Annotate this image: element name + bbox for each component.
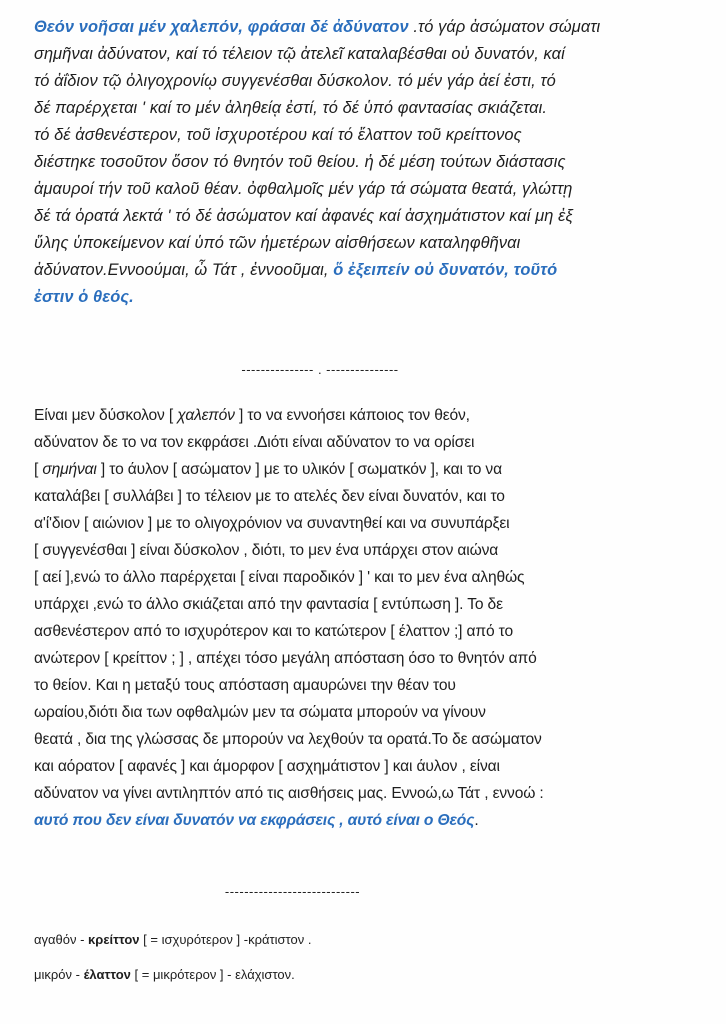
text-line (34, 176, 694, 203)
text-line (34, 483, 694, 510)
positive-degree: αγαθόν - (34, 932, 89, 947)
text-line (34, 230, 694, 257)
line-text: . (474, 812, 479, 829)
text-line (34, 14, 694, 41)
comparative-row (34, 965, 311, 985)
text-line (34, 645, 694, 672)
text-line (34, 95, 694, 122)
text-line (34, 564, 694, 591)
text-line (34, 456, 694, 483)
line-text: καταλάβει [ συλλάβει ] το τέλειον με το ατελές δεν είναι δυνατόν, και το (34, 488, 505, 505)
line-text: και αόρατον [ αφανές ] και άμορφον [ ασχημάτιστον ] και άυλον , είναι (34, 758, 500, 775)
text-line (34, 429, 694, 456)
line-text: τό ἀΐδιον τῷ ὀλιγοχρονίῳ συγγενέσθαι δύσκολον. τό μέν γάρ ἀεί ἐστι, τό (34, 72, 556, 90)
line-text: ἀμαυροί τήν τοῦ καλοῦ θέαν. ὀφθαλμοῖς μέν γάρ τά σώματα θεατά, γλώττῃ (34, 180, 573, 198)
emphasized-quote: Θεόν νοῆσαι μέν χαλεπόν, φράσαι δέ ἀδύνατον (34, 18, 409, 36)
highlighted-text: ] το να εννοήσει κάποιος τον θεόν, (234, 407, 470, 424)
line-text: δέ τά ὁρατά λεκτά ' τό δέ ἀσώματον καί ἀφανές καί ἀσχημάτιστον καί μη ἐξ (34, 207, 573, 225)
line-text: υπάρχει ,ενώ το άλλο σκιάζεται από την φαντασία [ εντύπωση ]. Το δε (34, 596, 503, 613)
text-line (34, 699, 694, 726)
highlighted-text: αδύνατον δε το να τον εκφράσει (34, 434, 249, 451)
highlighted-text: Είναι μεν δύσκολον [ (34, 407, 178, 424)
text-line (34, 591, 694, 618)
text-line (34, 726, 694, 753)
text-line (34, 122, 694, 149)
highlighted-text: χαλεπόν (177, 407, 235, 424)
line-text: δέ παρέρχεται ' καί το μέν ἀληθείᾳ ἐστί, τό δέ ὑπό φαντασίας σκιάζεται. (34, 99, 547, 117)
line-text: ανώτερον [ κρείττον ; ] , απέχει τόσο μεγάλη απόσταση όσο το θνητόν από (34, 650, 537, 667)
text-line (34, 284, 694, 311)
line-text: σημήναι (42, 461, 97, 478)
line-text: [ συγγενέσθαι ] είναι δύσκολον , διότι, το μεν ένα υπάρχει στον αιώνα (34, 542, 499, 559)
line-text: ὕλης ὑποκείμενον καί ὑπό τῶν ἡμετέρων αἰσθήσεων καταληφθῆναι (34, 234, 521, 252)
text-line (34, 203, 694, 230)
line-text: .τό γάρ ἀσώματον σώματι (408, 18, 601, 36)
text-line (34, 41, 694, 68)
line-text: ] το άυλον [ ασώματον ] με το υλικόν [ σωματκόν ], και το να (96, 461, 502, 478)
text-line (34, 672, 694, 699)
line-text: τό δέ ἀσθενέστερον, τοῦ ἰσχυροτέρου καί τό ἔλαττον τοῦ κρείττονος (34, 126, 522, 144)
line-text: ασθενέστερον από το ισχυρότερον και το κατώτερον [ έλαττον ;] από το (34, 623, 513, 640)
line-text: αδύνατον να γίνει αντιληπτόν από τις αισθήσεις μας. Εννοώ,ω Τάτ , εννοώ : (34, 785, 544, 802)
text-line (34, 807, 694, 834)
comparative-row (34, 930, 311, 950)
line-text: θεατά , δια της γλώσσας δε μπορούν να λεχθούν τα ορατά.Το δε ασώματον (34, 731, 542, 748)
line-text: διέστηκε τοσοῦτον ὅσον τό θνητόν τοῦ θείου. ἡ δέ μέση τούτων διάστασις (34, 153, 566, 171)
superlative-degree: [ = μικρότερον ] - ελάχιστον. (130, 967, 295, 982)
ancient-greek-passage (34, 14, 694, 311)
text-line (34, 780, 694, 807)
text-line (34, 510, 694, 537)
comparatives-notes (34, 930, 311, 1000)
comparative-degree: έλαττον (83, 967, 131, 982)
separator-dots: --------------- . --------------- (241, 362, 399, 377)
line-text: [ αεί ],ενώ το άλλο παρέρχεται [ είναι παροδικόν ] ' και το μεν ένα αληθώς (34, 569, 525, 586)
line-text: [ (34, 461, 43, 478)
line-text: το θείον. Και η μεταξύ τους απόσταση αμαυρώνει την θέαν του (34, 677, 456, 694)
text-line (34, 257, 694, 284)
line-text: ωραίου,διότι δια των οφθαλμών μεν τα σώματα μπορούν να γίνουν (34, 704, 486, 721)
emphasized-quote: ἐστιν ὁ θεός. (34, 288, 134, 306)
line-text: ἀδύνατον.Εννοούμαι, ὦ Τάτ , ἐννοοῦμαι, (34, 261, 334, 279)
line-text: α'ί'διον [ αιώνιον ] με το ολιγοχρόνιον να συναντηθεί και να συνυπάρξει (34, 515, 510, 532)
comparative-degree: κρείττον (88, 932, 140, 947)
emphasized-conclusion: αυτό που δεν είναι δυνατόν να εκφράσεις , αυτό είναι ο Θεός (34, 812, 475, 829)
separator-line: ---------------------------- (224, 884, 361, 899)
positive-degree: μικρόν - (34, 967, 84, 982)
line-text: .Διότι είναι αδύνατον το να ορίσει (248, 434, 475, 451)
text-line (34, 618, 694, 645)
text-line (34, 149, 694, 176)
line-text: σημῆναι ἀδύνατον, καί τό τέλειον τῷ ἀτελεῖ καταλαβέσθαι οὐ δυνατόν, καί (34, 45, 565, 63)
modern-greek-translation (34, 402, 694, 834)
emphasized-quote: ὅ ἐξειπείν οὐ δυνατόν, τοῦτό (333, 261, 558, 279)
superlative-degree: [ = ισχυρότερον ] -κράτιστον . (139, 932, 312, 947)
text-line (34, 537, 694, 564)
text-line (34, 753, 694, 780)
text-line (34, 402, 694, 429)
text-line (34, 68, 694, 95)
